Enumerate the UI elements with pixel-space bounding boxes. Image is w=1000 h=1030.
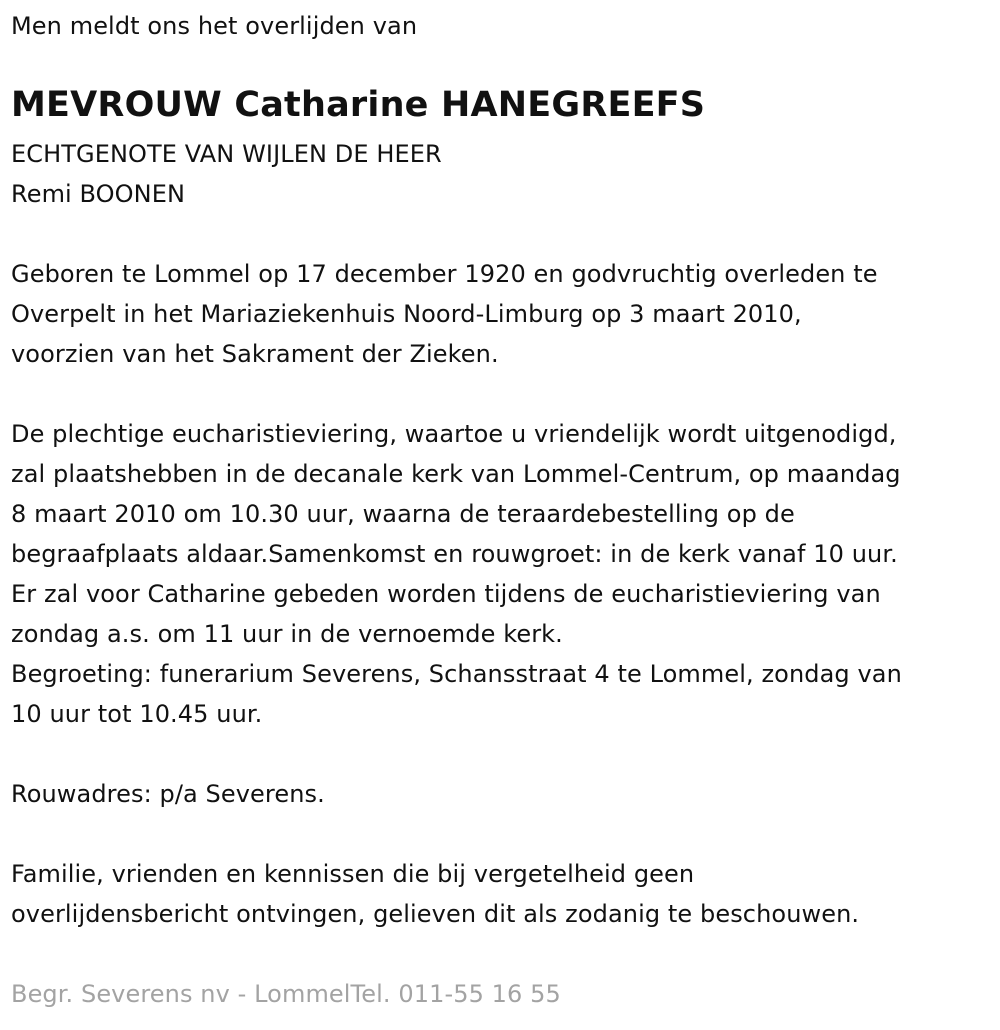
mourning-address-paragraph: [11, 774, 325, 814]
paragraph-line: zondag a.s. om 11 uur in de vernoemde kerk.: [11, 620, 563, 648]
paragraph-line: 10 uur tot 10.45 uur.: [11, 700, 263, 728]
paragraph-line: Er zal voor Catharine gebeden worden tijdens de eucharistieviering van: [11, 580, 881, 608]
birth-death-paragraph: [11, 254, 878, 374]
family-notice-paragraph: [11, 854, 859, 934]
paragraph-line: Geboren te Lommel op 17 december 1920 en godvruchtig overleden te: [11, 260, 878, 288]
spouse-section: [11, 134, 442, 214]
paragraph-line: voorzien van het Sakrament der Zieken.: [11, 340, 499, 368]
spouse-relation: ECHTGENOTE VAN WIJLEN DE HEER: [11, 140, 442, 168]
spouse-name: Remi BOONEN: [11, 180, 186, 208]
paragraph-line: 8 maart 2010 om 10.30 uur, waarna de teraardebestelling op de: [11, 500, 795, 528]
paragraph-line: overlijdensbericht ontvingen, gelieven dit als zodanig te beschouwen.: [11, 900, 860, 928]
intro-text: Men meldt ons het overlijden van: [11, 12, 418, 40]
mourning-address: Rouwadres: p/a Severens.: [11, 780, 325, 808]
paragraph-line: Familie, vrienden en kennissen die bij vergetelheid geen: [11, 860, 695, 888]
paragraph-line: zal plaatshebben in de decanale kerk van Lommel-Centrum, op maandag: [11, 460, 901, 488]
deceased-name: MEVROUW Catharine HANEGREEFS: [11, 85, 706, 125]
funeral-home-footer: Begr. Severens nv - LommelTel. 011-55 16 55: [11, 980, 561, 1008]
paragraph-line: Begroeting: funerarium Severens, Schansstraat 4 te Lommel, zondag van: [11, 660, 902, 688]
paragraph-line: De plechtige eucharistieviering, waartoe u vriendelijk wordt uitgenodigd,: [11, 420, 897, 448]
paragraph-line: begraafplaats aldaar.Samenkomst en rouwgroet: in de kerk vanaf 10 uur.: [11, 540, 898, 568]
ceremony-paragraph: [11, 414, 902, 734]
paragraph-line: Overpelt in het Mariaziekenhuis Noord-Limburg op 3 maart 2010,: [11, 300, 802, 328]
